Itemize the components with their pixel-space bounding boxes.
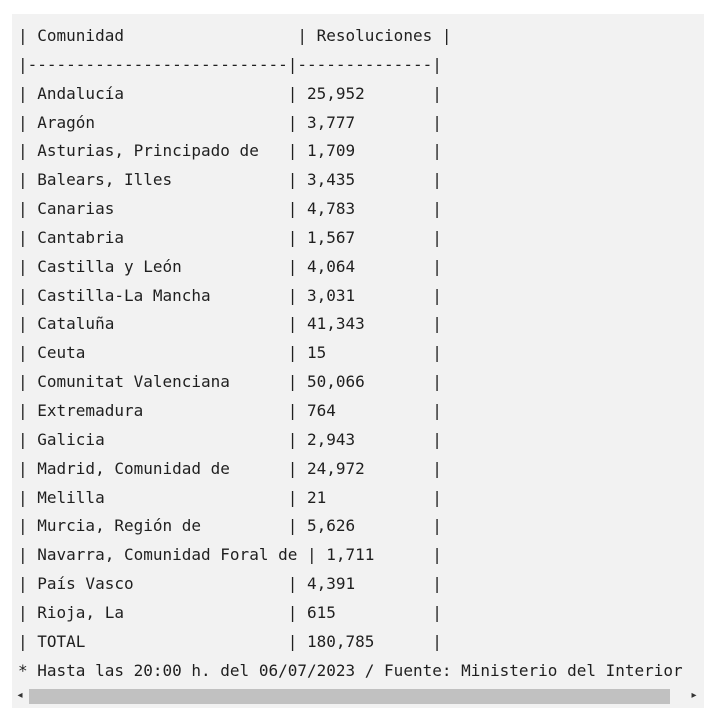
table-row: | Galicia | 2,943 | <box>18 429 442 449</box>
scroll-thumb[interactable] <box>29 689 670 704</box>
horizontal-scrollbar[interactable] <box>12 684 704 708</box>
table-row: | Canarias | 4,783 | <box>18 199 442 219</box>
table-header: | Comunidad | Resoluciones | <box>18 26 452 45</box>
table-separator: |---------------------------|--------------| <box>18 54 442 74</box>
table-row: | Balears, Illes | 3,435 | <box>18 170 442 190</box>
scroll-right-arrow-icon[interactable]: ▸ <box>691 690 697 701</box>
table-row: | Navarra, Comunidad Foral de | 1,711 | <box>18 545 442 565</box>
table-row: | Andalucía | 25,952 | <box>18 83 442 103</box>
table-row: | Ceuta | 15 | <box>18 343 442 363</box>
table-row: | Murcia, Región de | 5,626 | <box>18 516 442 536</box>
table-row-total: | TOTAL | 180,785 | <box>18 631 442 651</box>
table-row: | Cantabria | 1,567 | <box>18 227 442 247</box>
table-row: | Comunitat Valenciana | 50,066 | <box>18 372 442 392</box>
table-row: | Rioja, La | 615 | <box>18 602 442 622</box>
table-row: | Extremadura | 764 | <box>18 400 442 420</box>
table-row: | Melilla | 21 | <box>18 487 442 507</box>
table-row: | Asturias, Principado de | 1,709 | <box>18 141 442 161</box>
table-row: | País Vasco | 4,391 | <box>18 574 442 594</box>
table-text <box>18 22 683 685</box>
code-block <box>12 14 704 708</box>
table-row: | Aragón | 3,777 | <box>18 112 442 132</box>
table-row: | Castilla y León | 4,064 | <box>18 256 442 276</box>
scroll-track[interactable] <box>29 689 686 704</box>
table-row: | Castilla-La Mancha | 3,031 | <box>18 285 442 305</box>
scroll-left-arrow-icon[interactable]: ◂ <box>17 690 23 701</box>
table-row: | Cataluña | 41,343 | <box>18 314 442 334</box>
footnote: * Hasta las 20:00 h. del 06/07/2023 / Fuente: Ministerio del Interior <box>18 660 683 680</box>
table-row: | Madrid, Comunidad de | 24,972 | <box>18 458 442 478</box>
